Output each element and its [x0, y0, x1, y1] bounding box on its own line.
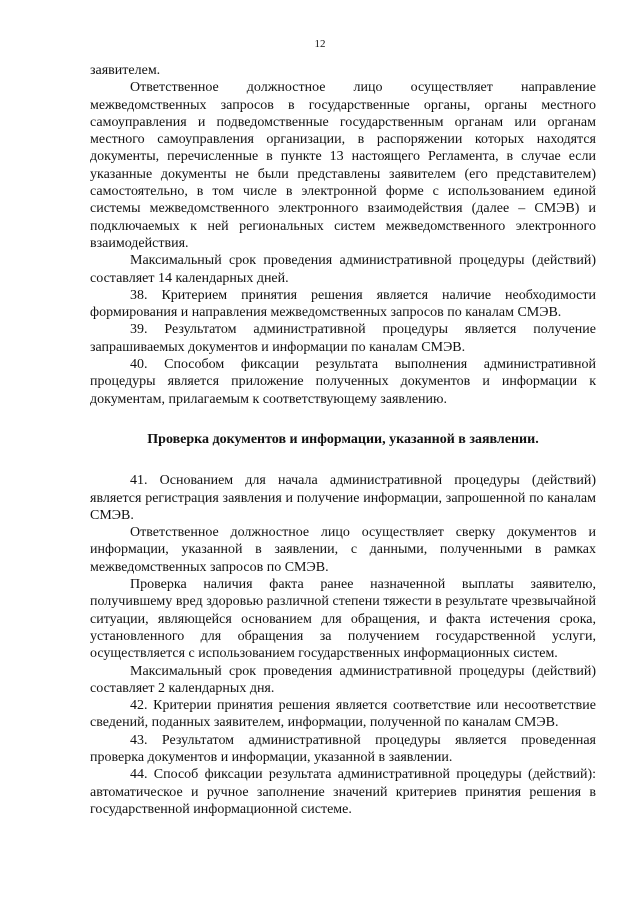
paragraph: 42. Критерии принятия решения является соответствие или несоответствие сведений, поданных заявителем, информации, полученной по каналам СМЭВ. [90, 698, 596, 731]
document-body [90, 62, 596, 818]
paragraph: заявителем. [90, 63, 161, 78]
page-number: 12 [314, 38, 326, 50]
paragraph: Ответственное должностное лицо осуществляет сверку документов и информации, указанной в заявлении, с данными, полученными в рамках межведомственных запросов по СМЭВ. [90, 525, 596, 575]
paragraph: 40. Способом фиксации результата выполнения административной процедуры является приложение полученных документов и информации к документам, прилагаемым к соответствующему заявлению. [90, 357, 596, 407]
paragraph: 38. Критерием принятия решения является наличие необходимости формирования и направления межведомственных запросов по каналам СМЭВ. [90, 287, 596, 321]
paragraph: Максимальный срок проведения административной процедуры (действий) составляет 14 календарных дней. [90, 253, 596, 286]
paragraph: 43. Результатом административной процедуры является проведенная проверка документов и информации, указанной в заявлении. [90, 732, 596, 765]
paragraph: Максимальный срок проведения административной процедуры (действий) составляет 2 календарных дня. [90, 663, 596, 696]
paragraph: 41. Основанием для начала административной процедуры (действий) является регистрация заявления и получение информации, запрошенной по каналам СМЭВ. [90, 473, 596, 523]
section-heading: Проверка документов и информации, указанной в заявлении. [147, 431, 539, 447]
paragraph: 44. Способ фиксации результата административной процедуры (действий): автоматическое и ручное заполнение значений критериев принятия решения в государственной информационной системе. [90, 767, 596, 817]
paragraph: 39. Результатом административной процедуры является получение запрашиваемых документов и информации по каналам СМЭВ. [90, 322, 596, 355]
paragraph: Ответственное должностное лицо осуществляет направление межведомственных запросов в государственные органы, органы местного самоуправления и подведомственные государственным органам или органам местного самоуправления организации, в распоряжении которых находятся документы, перечисленные в пункте 13 настоящего Регламента, в случае если указанные документы не были представлены заявителем (его представителем) самостоятельно, в том числе в электронной форме с использованием единой системы межведомственного электронного взаимодействия (далее – СМЭВ) и подключаемых к ней региональных систем межведомственного электронного взаимодействия. [90, 80, 596, 251]
paragraph: Проверка наличия факта ранее назначенной выплаты заявителю, получившему вред здоровью различной степени тяжести в результате чрезвычайной ситуации, являющейся основанием для обращения, и факта истечения срока, установленного для обращения за получением государственной услуги, осуществляется с использованием государственных информационных систем. [90, 577, 596, 662]
